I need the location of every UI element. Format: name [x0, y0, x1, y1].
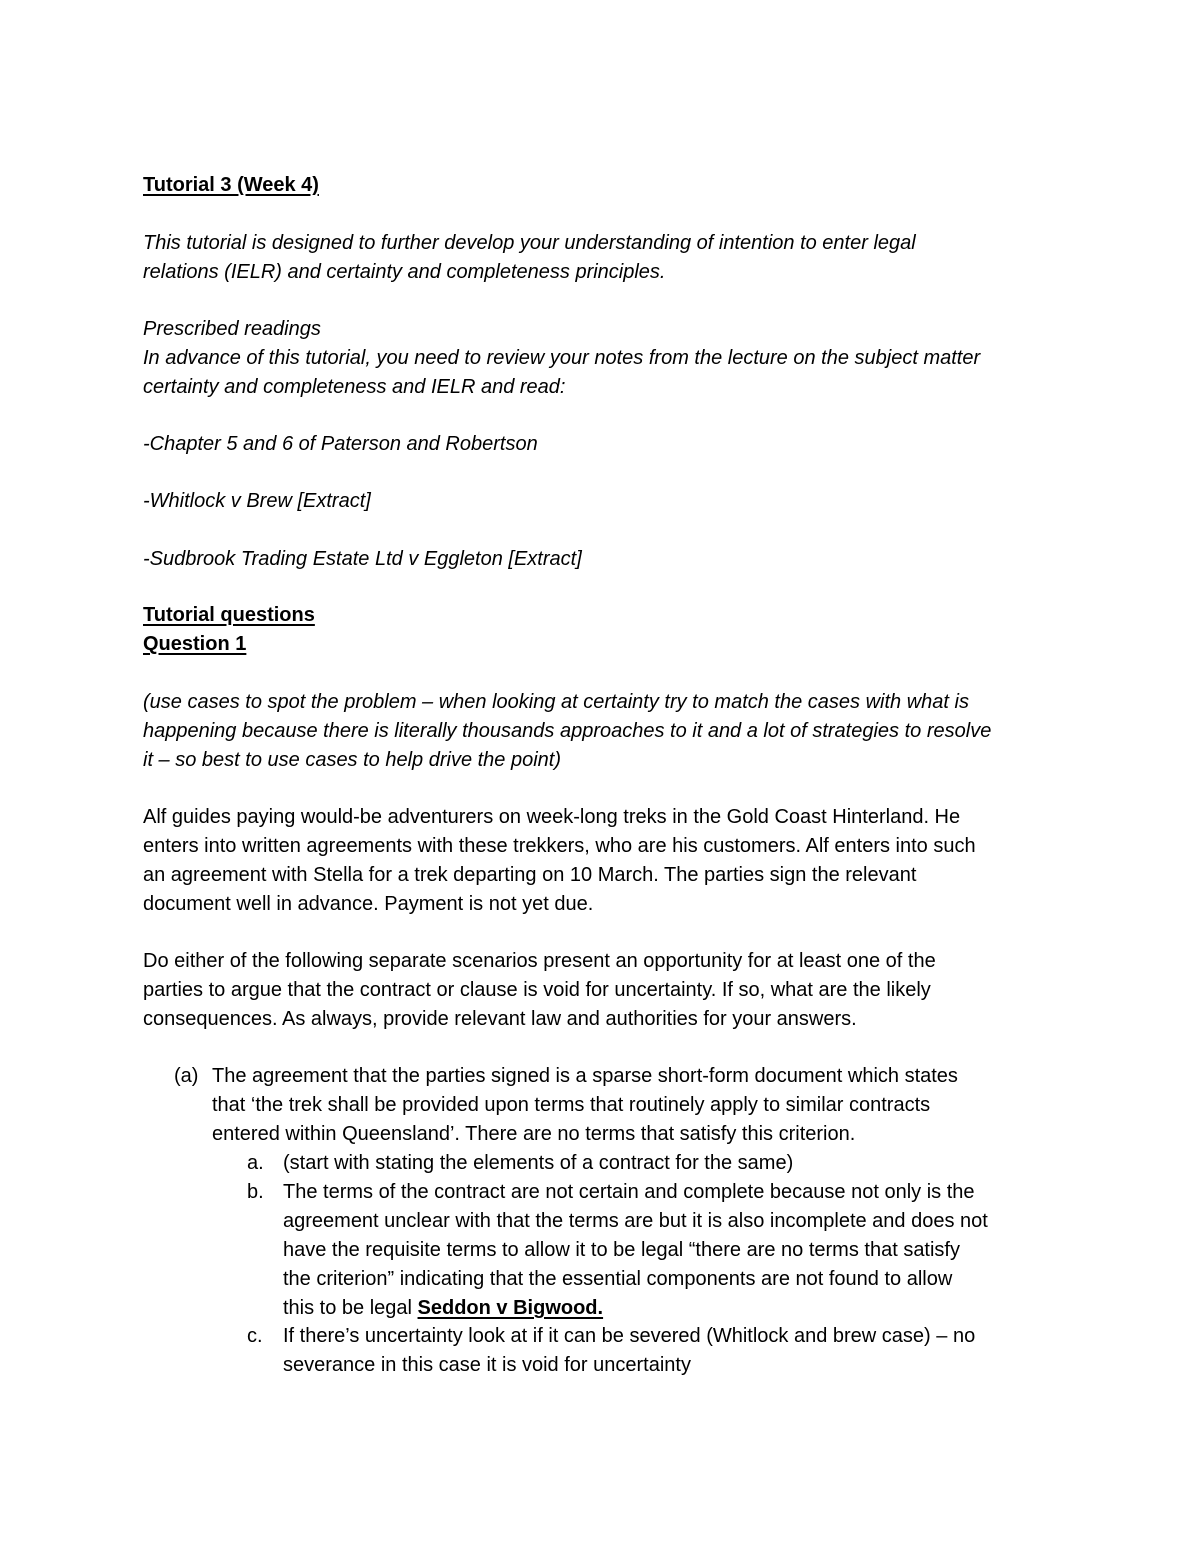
question-note-line-1: (use cases to spot the problem – when looking at certainty try to match the cases with what is — [143, 691, 969, 713]
scenario-line-2: enters into written agreements with these trekkers, who are his customers. Alf enters into such — [143, 835, 976, 857]
page-title: Tutorial 3 (Week 4) — [143, 174, 319, 196]
sub-item-b-line-4: the criterion” indicating that the essential components are not found to allow — [283, 1268, 953, 1290]
question-note-line-3: it – so best to use cases to help drive the point) — [143, 749, 562, 771]
sub-item-b-line-1: The terms of the contract are not certain and complete because not only is the — [283, 1181, 975, 1203]
reading-item: -Sudbrook Trading Estate Ltd v Eggleton [Extract] — [143, 548, 582, 570]
sub-item-b-line-5 — [283, 1294, 603, 1323]
scenario-line-3: an agreement with Stella for a trek departing on 10 March. The parties sign the relevant — [143, 864, 917, 886]
sub-item-a-line-1: (start with stating the elements of a contract for the same) — [283, 1152, 794, 1174]
readings-heading: Prescribed readings — [143, 318, 321, 340]
sub-item-c-marker: c. — [247, 1325, 263, 1347]
prompt-line-3: consequences. As always, provide relevant law and authorities for your answers. — [143, 1008, 857, 1030]
intro-line-2: relations (IELR) and certainty and completeness principles. — [143, 261, 666, 283]
intro-line-1: This tutorial is designed to further develop your understanding of intention to enter legal — [143, 232, 916, 254]
sub-item-a-marker: a. — [247, 1152, 264, 1174]
reading-item: -Chapter 5 and 6 of Paterson and Robertson — [143, 433, 538, 455]
question-1-heading: Question 1 — [143, 633, 247, 655]
part-a-line-1: The agreement that the parties signed is a sparse short-form document which states — [212, 1065, 958, 1087]
case-reference: Seddon v Bigwood. — [417, 1297, 604, 1319]
sub-item-b-marker: b. — [247, 1181, 264, 1203]
scenario-line-4: document well in advance. Payment is not yet due. — [143, 893, 594, 915]
sub-item-b-line-3: have the requisite terms to allow it to be legal “there are no terms that satisfy — [283, 1239, 960, 1261]
prompt-line-1: Do either of the following separate scenarios present an opportunity for at least one of the — [143, 950, 936, 972]
part-a-marker: (a) — [174, 1065, 199, 1087]
question-note-line-2: happening because there is literally thousands approaches to it and a lot of strategies to resolve — [143, 720, 992, 742]
sub-item-b-line-2: agreement unclear with that the terms are but it is also incomplete and does not — [283, 1210, 988, 1232]
readings-line-2: certainty and completeness and IELR and read: — [143, 376, 566, 398]
prompt-line-2: parties to argue that the contract or clause is void for uncertainty. If so, what are the likely — [143, 979, 931, 1001]
readings-line-1: In advance of this tutorial, you need to review your notes from the lecture on the subject matter — [143, 347, 981, 369]
part-a-line-3: entered within Queensland’. There are no terms that satisfy this criterion. — [212, 1123, 856, 1145]
sub-item-c-line-2: severance in this case it is void for uncertainty — [283, 1354, 691, 1376]
sub-item-c-line-1: If there’s uncertainty look at if it can be severed (Whitlock and brew case) – no — [283, 1325, 976, 1347]
scenario-line-1: Alf guides paying would-be adventurers on week-long treks in the Gold Coast Hinterland. He — [143, 806, 961, 828]
reading-item: -Whitlock v Brew [Extract] — [143, 490, 371, 512]
sub-item-b-line-5-text: this to be legal — [283, 1297, 418, 1319]
tutorial-questions-heading: Tutorial questions — [143, 604, 315, 626]
part-a-line-2: that ‘the trek shall be provided upon terms that routinely apply to similar contracts — [212, 1094, 931, 1116]
